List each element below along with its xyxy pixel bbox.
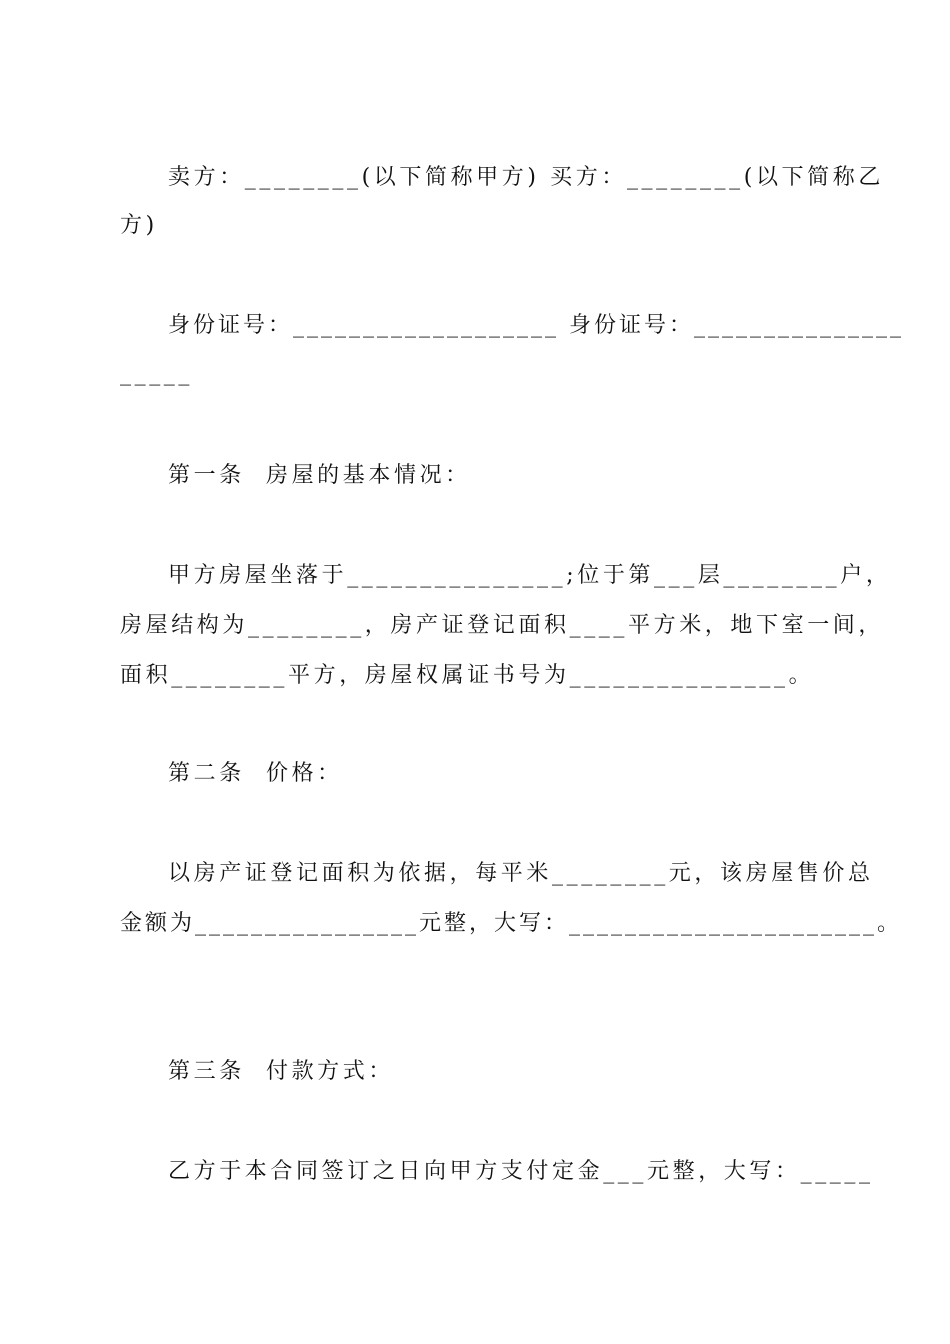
article2-line-2: 金额为________________元整，大写：______________________。 — [120, 911, 903, 936]
article3-heading: 第三条 付款方式： — [168, 1059, 394, 1084]
article3-line-1: 乙方于本合同签订之日向甲方支付定金___元整，大写：_____ — [168, 1159, 874, 1184]
id-numbers-line-1: 身份证号：___________________ 身份证号：_______________ — [168, 313, 904, 338]
article1-line-1: 甲方房屋坐落于_______________;位于第___层________户， — [168, 563, 892, 588]
article1-heading: 第一条 房屋的基本情况： — [168, 463, 471, 488]
parties-line-1: 卖方：________(以下简称甲方) 买方：________(以下简称乙 — [168, 165, 884, 190]
article2-line-1: 以房产证登记面积为依据，每平米________元，该房屋售价总 — [168, 861, 874, 886]
parties-line-2: 方) — [120, 213, 158, 238]
id-numbers-line-2: _____ — [120, 361, 193, 386]
article1-line-3: 面积________平方，房屋权属证书号为_______________。 — [120, 663, 815, 688]
article2-heading: 第二条 价格： — [168, 761, 343, 786]
article1-line-2: 房屋结构为________，房产证登记面积____平方米，地下室一间， — [120, 613, 885, 638]
